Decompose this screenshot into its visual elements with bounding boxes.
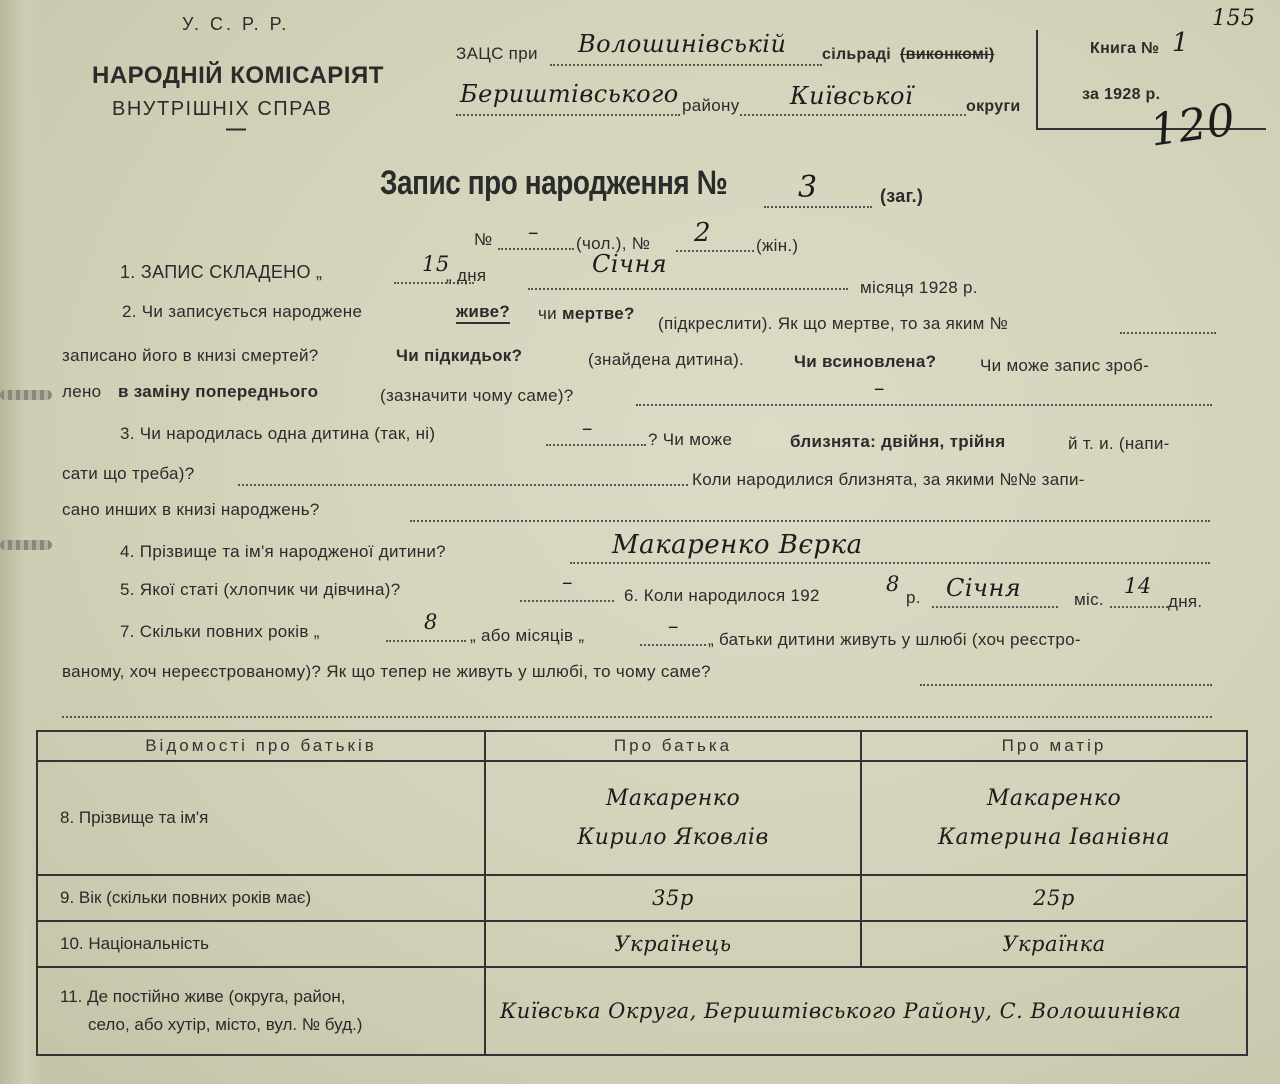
q5-answer-line	[520, 600, 614, 602]
q2-line1c: (підкреслити). Як що мертве, то за яким №	[658, 314, 1009, 333]
q2-line3b: (зазначити чому саме)?	[380, 386, 574, 405]
q4-answer: Макаренко Вєрка	[612, 530, 863, 560]
q7-years-line	[386, 640, 466, 642]
q6-day: 14	[1124, 574, 1152, 598]
q7-months: –	[668, 614, 679, 638]
row-residence-label-line2: село, або хутір, місто, вул. № буд.)	[88, 1015, 363, 1034]
q7-line2: ваному, хоч нереєстрованому)? Як що тепер не живуть у шлюбі, то чому саме?	[62, 662, 711, 681]
female-number: 2	[694, 218, 712, 248]
book-number: 1	[1172, 28, 1190, 58]
q3-numbers-line	[410, 520, 1210, 522]
q1-label: 1. ЗАПИС СКЛАДЕНО „	[120, 262, 323, 282]
female-number-line	[676, 250, 754, 252]
q2-line2b: (знайдена дитина).	[588, 350, 745, 369]
okruha-line	[740, 114, 966, 116]
record-number-line	[764, 206, 872, 208]
district-label: району	[682, 96, 740, 115]
row-residence-label	[37, 967, 485, 1055]
row-nationality-label: 10. Національність	[37, 921, 485, 967]
residence-cell	[485, 967, 1247, 1055]
col-header-mother: Про матір	[861, 731, 1247, 761]
q2-adopted: Чи всиновлена?	[794, 352, 937, 371]
q2-line3a: лено	[62, 382, 102, 401]
q2-alive: живе?	[456, 302, 510, 324]
father-given-name: Кирило Яковлів	[577, 825, 769, 850]
mother-given-name: Катерина Іванівна	[938, 825, 1170, 850]
book-box-left	[1036, 30, 1038, 130]
record-title: Запис про народження №	[380, 164, 728, 202]
q1-month-line	[528, 288, 848, 290]
mother-age	[861, 875, 1247, 921]
zags-prefix: ЗАЦС при	[456, 44, 538, 63]
book-label: Книга №	[1090, 40, 1160, 57]
q3-line2b: Коли народилися близнята, за якими №№ запи-	[692, 470, 1085, 489]
male-number-line	[498, 248, 574, 250]
q3-line1c: й т. и. (напи-	[1068, 434, 1170, 453]
male-number: –	[528, 220, 539, 244]
q2-line2a: записано його в книзі смертей?	[62, 346, 319, 365]
q5-label: 5. Якої статі (хлопчик чи дівчина)?	[120, 580, 401, 599]
q4-label: 4. Прізвище та ім'я народженої дитини?	[120, 542, 446, 561]
father-surname: Макаренко	[605, 786, 741, 811]
q2-line1a: 2. Чи записується народжене	[122, 302, 363, 321]
record-suffix: (заг.)	[880, 186, 924, 206]
binding-thread	[0, 390, 52, 400]
q3-line2a: сати що треба)?	[62, 464, 195, 483]
father-nationality-value: Українець	[614, 932, 732, 956]
q2-dead: мертве?	[562, 304, 635, 323]
q2-answer: –	[874, 376, 885, 400]
q5-answer: –	[562, 570, 573, 594]
binding-thread	[0, 540, 52, 550]
q1-month: Січня	[592, 250, 668, 278]
col-header-father: Про батька	[485, 731, 861, 761]
row-name-label: 8. Прізвище та ім'я	[37, 761, 485, 875]
okruha-label: округи	[966, 98, 1021, 115]
q6-month: Січня	[946, 574, 1022, 602]
department-label: ВНУТРІШНІХ СПРАВ	[112, 98, 333, 120]
q4-answer-line	[570, 562, 1210, 564]
q2-line1b: чи	[538, 304, 557, 323]
district-handwritten: Бериштівського	[460, 80, 679, 108]
row-age-label: 9. Вік (скільки повних років має)	[37, 875, 485, 921]
q3-line1b: ? Чи може	[648, 430, 733, 449]
q3-answer: –	[582, 416, 593, 440]
mother-nationality-value: Українка	[1002, 932, 1106, 956]
mother-age-value: 25р	[1033, 886, 1075, 910]
q3-twins-line	[238, 484, 688, 486]
q6-month-suffix: міс.	[1074, 590, 1104, 609]
mother-surname: Макаренко	[986, 786, 1122, 811]
q6-label: 6. Коли народилося 192	[624, 586, 820, 605]
q6-year-suffix: р.	[906, 588, 921, 607]
header-dash: —	[226, 118, 247, 140]
father-age-value: 35р	[652, 886, 694, 910]
q1-month-suffix: місяця 1928 р.	[860, 278, 978, 297]
q2-foundling: Чи підкидьок?	[396, 346, 523, 365]
q7-label-b: „ або місяців „	[470, 626, 585, 645]
row-residence-label-line1: 11. Де постійно живе (округа, район,	[60, 987, 346, 1006]
q7-months-line	[640, 644, 706, 646]
q6-year-digit: 8	[886, 572, 900, 596]
record-number: 3	[798, 170, 818, 205]
page-mark: 155	[1212, 6, 1256, 31]
q3-twins: близнята: двійня, трійня	[790, 432, 1006, 451]
q3-line1a: 3. Чи народилась одна дитина (так, ні)	[120, 424, 436, 443]
executive-label: (виконкомі)	[900, 46, 995, 63]
mother-name-cell	[861, 761, 1247, 875]
q6-month-line	[932, 606, 1058, 608]
father-nationality	[485, 921, 861, 967]
book-year: за 1928 р.	[1082, 86, 1161, 103]
q7-reason-line	[920, 684, 1212, 686]
ussr-label: У. С. Р. Р.	[182, 14, 290, 34]
father-age	[485, 875, 861, 921]
council-line	[550, 64, 822, 66]
male-number-label: №	[474, 230, 493, 249]
q7-years: 8	[424, 610, 438, 634]
q1-day: 15	[422, 252, 450, 276]
col-header-info: Відомості про батьків	[37, 731, 485, 761]
q2-line2c: Чи може запис зроб-	[980, 356, 1150, 375]
male-suffix: (чол.), №	[576, 234, 651, 253]
big-mark: 120	[1146, 94, 1239, 157]
mother-nationality	[861, 921, 1247, 967]
residence-value: Київська Округа, Бериштівського Району, С. Волошинівка	[500, 999, 1182, 1023]
q2-death-number-line	[1120, 332, 1216, 334]
q6-day-suffix: дня.	[1168, 592, 1203, 611]
q2-answer-line	[636, 404, 1212, 406]
district-line	[456, 114, 680, 116]
female-suffix: (жін.)	[756, 236, 799, 255]
council-handwritten: Волошинівській	[578, 30, 787, 58]
q3-line3a: сано инших в книзі народжень?	[62, 500, 320, 519]
q3-answer-line	[546, 444, 646, 446]
q1-day-suffix: „ дня	[446, 266, 487, 285]
q7-label: 7. Скільки повних років „	[120, 622, 320, 641]
q7-reason-line-2	[62, 716, 1212, 718]
okruha-handwritten: Київської	[790, 82, 914, 110]
father-name-cell	[485, 761, 861, 875]
q2-replacement: в заміну попереднього	[118, 382, 319, 401]
q7-label-c: „ батьки дитини живуть у шлюбі (хоч реєстро-	[708, 630, 1081, 649]
commissariat-label: НАРОДНІЙ КОМІСАРІЯТ	[92, 62, 384, 89]
parents-table	[36, 730, 1248, 1056]
council-label: сільраді	[822, 46, 892, 63]
q6-day-line	[1110, 606, 1168, 608]
